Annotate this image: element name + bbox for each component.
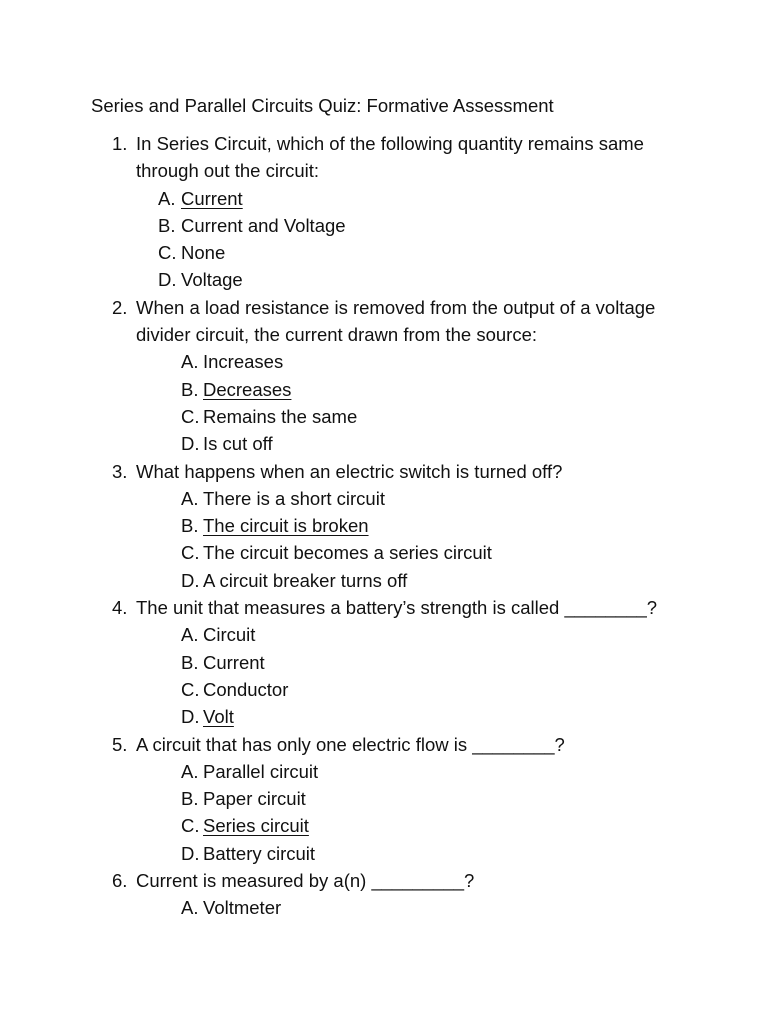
document-title: Series and Parallel Circuits Quiz: Formative Assessment [91,95,554,116]
option-list [0,485,768,594]
question-3 [0,458,768,594]
option-list [0,185,768,294]
question-6 [0,867,768,922]
option-letter: B. [181,515,199,537]
question-text: What happens when an electric switch is turned off? [136,460,563,482]
question-text: The unit that measures a battery’s strength is called ________? [136,597,658,619]
option-a [0,894,768,921]
option-b [0,376,768,403]
option-d [0,840,768,867]
option-letter: A. [181,760,199,782]
option-text: Paper circuit [203,788,306,810]
question-number: 4. [112,597,128,619]
option-d [0,430,768,457]
option-letter: D. [181,842,200,864]
option-letter: D. [181,433,200,455]
option-c [0,403,768,430]
option-text: Parallel circuit [203,760,319,782]
option-letter: D. [181,569,200,591]
option-c [0,239,768,266]
question-number: 3. [112,460,128,482]
option-letter: A. [181,897,199,919]
option-a [0,185,768,212]
option-letter: A. [181,487,199,509]
option-text: Series circuit [203,815,309,837]
option-list [0,894,768,921]
option-letter: A. [181,624,199,646]
option-text: There is a short circuit [203,487,385,509]
question-number: 2. [112,296,128,318]
option-d [0,567,768,594]
option-a [0,485,768,512]
option-letter: B. [181,651,199,673]
option-text: Decreases [203,378,292,400]
option-letter: C. [181,542,200,564]
option-letter: D. [181,706,200,728]
option-text: Current and Voltage [181,214,346,236]
option-text: Voltmeter [203,897,282,919]
option-text: Conductor [203,678,289,700]
option-text: Remains the same [203,405,358,427]
option-b [0,512,768,539]
option-text: The circuit becomes a series circuit [203,542,492,564]
option-text: Voltage [181,269,243,291]
option-b [0,212,768,239]
question-1 [0,130,768,294]
option-d [0,266,768,293]
option-text: Circuit [203,624,256,646]
question-text: Current is measured by a(n) _________? [136,870,475,892]
option-b [0,785,768,812]
option-list [0,758,768,867]
option-letter: D. [158,269,177,291]
option-text: A circuit breaker turns off [203,569,408,591]
option-c [0,539,768,566]
option-text: Current [203,651,265,673]
option-letter: B. [158,214,176,236]
option-text: Increases [203,351,284,373]
question-4 [0,594,768,730]
option-list [0,348,768,457]
option-text: Volt [203,706,234,728]
question-text: In Series Circuit, which of the following quantity remains same through out the circuit: [136,133,644,182]
option-letter: C. [181,815,200,837]
option-c [0,812,768,839]
option-text: Current [181,187,243,209]
question-text: A circuit that has only one electric flow is ________? [136,733,565,755]
question-number: 1. [112,133,128,154]
option-letter: C. [181,678,200,700]
option-d [0,703,768,730]
option-letter: A. [158,187,176,209]
option-text: Battery circuit [203,842,316,864]
option-text: None [181,242,226,264]
option-list [0,621,768,730]
option-a [0,621,768,648]
option-a [0,348,768,375]
option-b [0,649,768,676]
question-number: 5. [112,733,128,755]
question-number: 6. [112,870,128,892]
question-list [0,130,768,922]
option-text: Is cut off [203,433,273,455]
option-letter: C. [181,405,200,427]
option-text: The circuit is broken [203,515,369,537]
question-2 [0,294,768,458]
option-letter: B. [181,788,199,810]
option-c [0,676,768,703]
option-letter: B. [181,378,199,400]
question-5 [0,731,768,867]
option-letter: A. [181,351,199,373]
option-letter: C. [158,242,177,264]
option-a [0,758,768,785]
question-text: When a load resistance is removed from the output of a voltage divider circuit, the current drawn from the source: [136,296,656,346]
